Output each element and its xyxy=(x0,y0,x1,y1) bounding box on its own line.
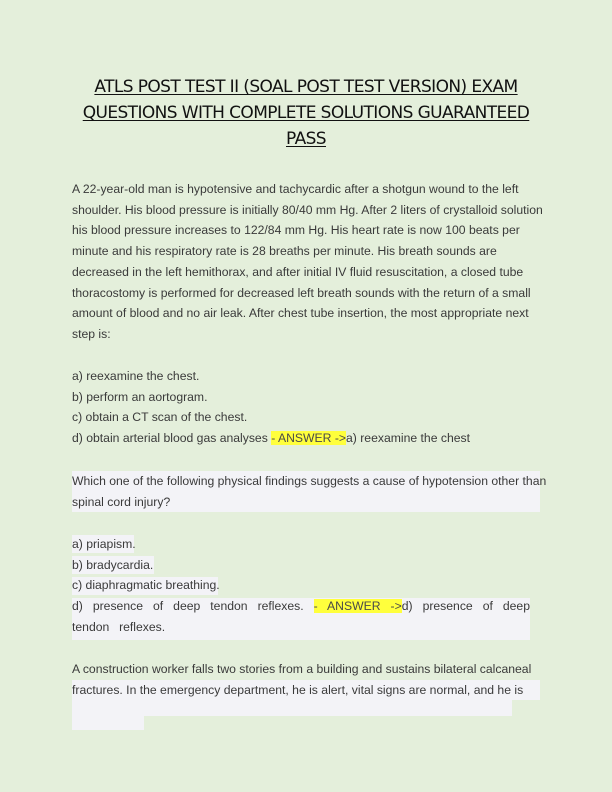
question-2-option-c: c) diaphragmatic breathing. xyxy=(72,578,220,593)
question-1-line: his blood pressure increases to 122/84 mm Hg. His heart rate is now 100 beats per xyxy=(72,223,520,238)
question-1-option-b: b) perform an aortogram. xyxy=(72,389,208,404)
question-1-line: shoulder. His blood pressure is initially 80/40 mm Hg. After 2 liters of crystalloid solution xyxy=(72,202,543,217)
question-3-stem xyxy=(72,659,540,700)
answer-marker: - ANSWER -> xyxy=(313,599,402,614)
question-1-line: thoracostomy is performed for decreased left breath sounds with the return of a small xyxy=(72,285,531,300)
question-1-line: amount of blood and no air leak. After chest tube insertion, the most appropriate next xyxy=(72,306,529,321)
title-line-1: ATLS POST TEST II (SOAL POST TEST VERSION) EXAM xyxy=(94,77,518,97)
question-1-options xyxy=(72,366,540,449)
answer-marker: - ANSWER -> xyxy=(271,431,347,446)
question-1-answer: a) reexamine the chest xyxy=(346,431,470,446)
shaded-background xyxy=(72,700,512,716)
title-line-2: QUESTIONS WITH COMPLETE SOLUTIONS GUARANTEED xyxy=(82,103,530,123)
question-1-line: decreased in the left hemithorax, and after initial IV fluid resuscitation, a closed tube xyxy=(72,264,524,279)
question-1-option-d: d) obtain arterial blood gas analyses xyxy=(72,431,272,446)
question-3-line: fractures. In the emergency department, he is alert, vital signs are normal, and he is xyxy=(72,682,524,697)
question-1-option-c: c) obtain a CT scan of the chest. xyxy=(72,410,248,425)
question-1-stem xyxy=(72,179,543,345)
question-2-option-a: a) priapism. xyxy=(72,537,136,551)
question-2-option-d: d) presence of deep tendon reflexes. xyxy=(72,599,314,614)
question-1-line: step is: xyxy=(72,326,111,341)
question-1-option-a: a) reexamine the chest. xyxy=(72,369,200,383)
question-2-line: Which one of the following physical findings suggests a cause of hypotension other than xyxy=(72,474,547,488)
question-3-line: A construction worker falls two stories from a building and sustains bilateral calcaneal xyxy=(72,662,532,676)
question-2-line: spinal cord injury? xyxy=(72,494,171,509)
question-2-stem xyxy=(72,471,547,512)
question-1-line: A 22-year-old man is hypotensive and tachycardic after a shotgun wound to the left xyxy=(72,182,519,196)
question-1-line: minute and his respiratory rate is 28 breaths per minute. His breath sounds are xyxy=(72,244,497,259)
question-1-option-d-row xyxy=(72,428,540,449)
question-2-answer: d) presence of deep tendon reflexes. xyxy=(72,599,530,634)
question-2-options xyxy=(72,534,530,638)
shaded-background xyxy=(72,716,144,730)
question-2-option-b: b) bradycardia. xyxy=(72,557,154,572)
question-2-option-d-row xyxy=(72,599,530,634)
title-line-3: PASS xyxy=(286,129,326,149)
document-title xyxy=(60,74,552,152)
